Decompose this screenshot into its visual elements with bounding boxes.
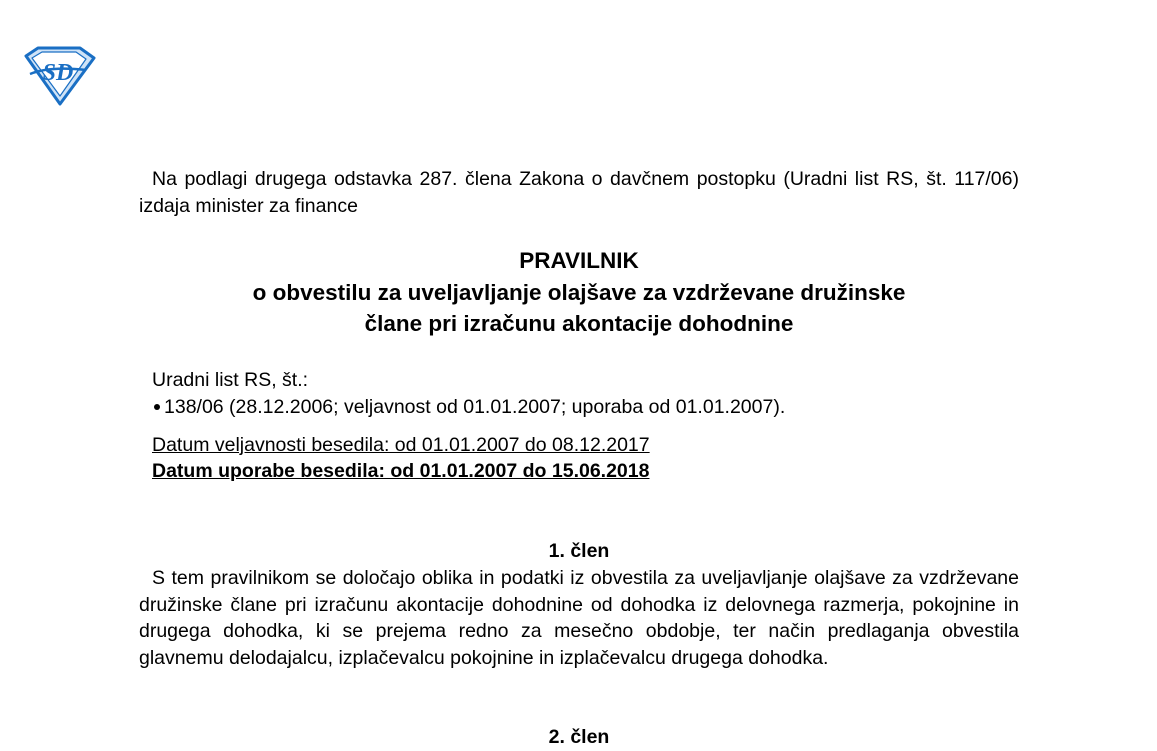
validity-date: Datum veljavnosti besedila: od 01.01.2007 do 08.12.2017 [152,434,650,456]
article-1-body: S tem pravilnikom se določajo oblika in podatki iz obvestila za uveljavljanje olajšave za vzdrževane družinske člane pri izračunu akontacije dohodnine od dohodka iz delovnega razmerja, pokojnine in drugega dohodka, ki se prejema redno za mesečno obdobje, ter način predlaganja obvestila glavnemu delodajalcu, izplačevalcu pokojnine in izplačevalcu drugega dohodka. [139,567,1019,669]
title-line-1: PRAVILNIK [519,248,639,273]
official-gazette-label: Uradni list RS, št.: [152,369,309,391]
official-gazette-item-text: 138/06 (28.12.2006; veljavnost od 01.01.2007; uporaba od 01.01.2007). [164,395,786,418]
title-line-3: člane pri izračunu akontacije dohodnine [364,311,794,336]
document-title [139,245,1019,340]
application-date: Datum uporabe besedila: od 01.01.2007 do 15.06.2018 [152,460,650,482]
title-line-2: o obvestilu za uveljavljanje olajšave za vzdrževane družinske [252,279,906,305]
intro-paragraph: Na podlagi drugega odstavka 287. člena Zakona o davčnem postopku (Uradni list RS, št. 117/06) izdaja minister za finance [139,168,1019,217]
official-gazette-item [152,394,1012,421]
logo-text: SD [42,60,74,86]
article-2-heading: 2. člen [548,726,610,748]
text-dates [152,432,1012,484]
article-1-heading: 1. člen [548,540,610,562]
bullet-icon [154,404,160,410]
official-gazette [152,367,1012,420]
sd-diamond-logo-icon [20,46,98,106]
